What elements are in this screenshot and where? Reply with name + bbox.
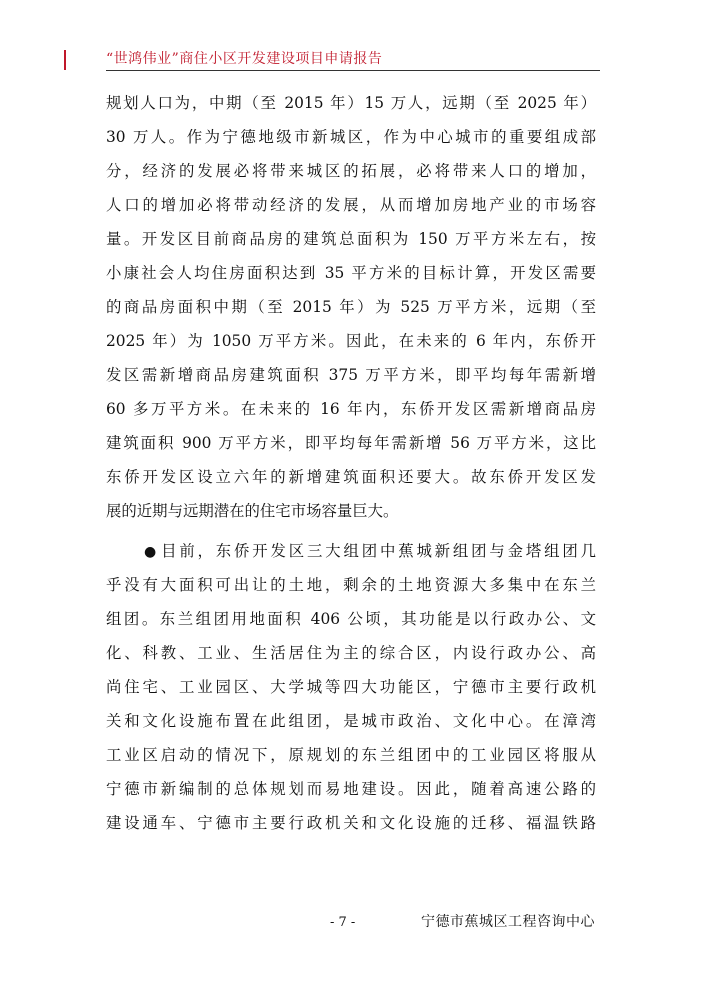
footer-organization: 宁德市蕉城区工程咨询中心 [421, 914, 595, 930]
text-line: 规划人口为，中期（至 2015 年）15 万人，远期（至 2025 年） [106, 94, 596, 112]
text-line: 组团。东兰组团用地面积 406 公顷，其功能是以行政办公、文 [106, 610, 596, 628]
page-number: - 7 - [330, 915, 356, 930]
text-line: 的商品房面积中期（至 2015 年）为 525 万平方米，远期（至 [106, 298, 596, 316]
text-line: 人口的增加必将带动经济的发展，从而增加房地产业的市场容 [106, 196, 596, 214]
text-line: 量。开发区目前商品房的建筑总面积为 150 万平方米左右，按 [106, 230, 596, 248]
text-line: 建筑面积 900 万平方米，即平均每年需新增 56 万平方米，这比 [106, 434, 596, 452]
text-line [106, 534, 596, 568]
paragraph-market-capacity [106, 86, 596, 528]
header-mark [64, 50, 66, 70]
text-line: 分，经济的发展必将带来城区的拓展，必将带来人口的增加， [106, 162, 596, 180]
text-line: 发区需新增商品房建筑面积 375 万平方米，即平均每年需新增 [106, 366, 596, 384]
text-line: 展的近期与远期潜在的住宅市场容量巨大。 [106, 502, 399, 520]
text-line: 尚住宅、工业园区、大学城等四大功能区，宁德市主要行政机 [106, 678, 596, 696]
bullet-line-text: 目前，东侨开发区三大组团中蕉城新组团与金塔组团几 [161, 542, 596, 560]
text-line: 化、科教、工业、生活居住为主的综合区，内设行政办公、高 [106, 644, 596, 662]
text-line: 60 多万平方米。在未来的 16 年内，东侨开发区需新增商品房 [106, 400, 596, 418]
document-header-title: “世鸿伟业”商住小区开发建设项目申请报告 [106, 51, 383, 67]
document-body [106, 86, 596, 840]
text-line: 30 万人。作为宁德地级市新城区，作为中心城市的重要组成部 [106, 128, 596, 146]
text-line: 关和文化设施布置在此组团，是城市政治、文化中心。在漳湾 [106, 712, 596, 730]
bullet-icon: ● [144, 544, 160, 560]
paragraph-land-resources [106, 534, 596, 840]
text-line: 工业区启动的情况下，原规划的东兰组团中的工业园区将服从 [106, 746, 596, 764]
text-line: 小康社会人均住房面积达到 35 平方米的目标计算，开发区需要 [106, 264, 596, 282]
text-line: 建设通车、宁德市主要行政机关和文化设施的迁移、福温铁路 [106, 814, 596, 832]
text-line: 乎没有大面积可出让的土地，剩余的土地资源大多集中在东兰 [106, 576, 596, 594]
text-line: 宁德市新编制的总体规划而易地建设。因此，随着高速公路的 [106, 780, 596, 798]
text-line: 2025 年）为 1050 万平方米。因此，在未来的 6 年内，东侨开 [106, 332, 596, 350]
text-line: 东侨开发区设立六年的新增建筑面积还要大。故东侨开发区发 [106, 468, 596, 486]
header-divider [106, 70, 600, 71]
